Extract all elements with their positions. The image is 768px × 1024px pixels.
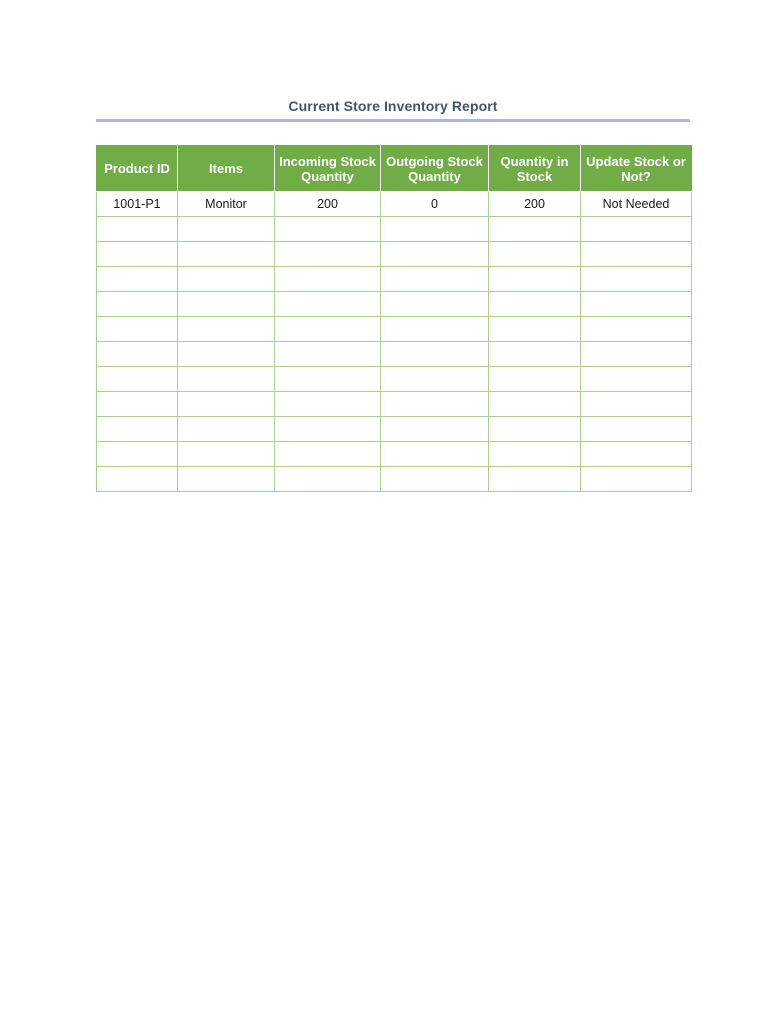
table-row [97, 317, 692, 342]
table-row [97, 442, 692, 467]
cell-incoming-qty: 200 [275, 192, 381, 217]
cell-outgoing-qty [381, 242, 489, 267]
header-product-id: Product ID [97, 146, 178, 192]
cell-incoming-qty [275, 442, 381, 467]
cell-item [178, 267, 275, 292]
cell-product-id: 1001-P1 [97, 192, 178, 217]
inventory-table-body [97, 192, 692, 492]
header-row [97, 146, 692, 192]
cell-outgoing-qty [381, 392, 489, 417]
cell-product-id [97, 342, 178, 367]
cell-outgoing-qty: 0 [381, 192, 489, 217]
cell-product-id [97, 442, 178, 467]
cell-qty-in-stock: 200 [489, 192, 581, 217]
cell-qty-in-stock [489, 242, 581, 267]
cell-item [178, 417, 275, 442]
cell-item [178, 242, 275, 267]
cell-outgoing-qty [381, 317, 489, 342]
cell-product-id [97, 242, 178, 267]
cell-update-status [581, 442, 692, 467]
cell-outgoing-qty [381, 217, 489, 242]
cell-product-id [97, 292, 178, 317]
cell-qty-in-stock [489, 317, 581, 342]
cell-qty-in-stock [489, 467, 581, 492]
cell-product-id [97, 317, 178, 342]
title-underline [96, 119, 690, 122]
table-row [97, 217, 692, 242]
cell-incoming-qty [275, 317, 381, 342]
cell-item [178, 292, 275, 317]
cell-update-status [581, 292, 692, 317]
table-row [97, 342, 692, 367]
cell-item [178, 217, 275, 242]
table-row [97, 367, 692, 392]
cell-product-id [97, 267, 178, 292]
table-row [97, 417, 692, 442]
cell-incoming-qty [275, 217, 381, 242]
cell-qty-in-stock [489, 392, 581, 417]
cell-outgoing-qty [381, 292, 489, 317]
cell-outgoing-qty [381, 417, 489, 442]
table-row [97, 392, 692, 417]
cell-update-status: Not Needed [581, 192, 692, 217]
header-update-stock: Update Stock or Not? [581, 146, 692, 192]
cell-outgoing-qty [381, 467, 489, 492]
header-quantity-in-stock: Quantity in Stock [489, 146, 581, 192]
table-row [97, 292, 692, 317]
cell-product-id [97, 392, 178, 417]
cell-product-id [97, 467, 178, 492]
cell-update-status [581, 467, 692, 492]
cell-qty-in-stock [489, 367, 581, 392]
table-row [97, 267, 692, 292]
cell-item [178, 442, 275, 467]
cell-incoming-qty [275, 342, 381, 367]
cell-update-status [581, 267, 692, 292]
cell-incoming-qty [275, 467, 381, 492]
cell-outgoing-qty [381, 267, 489, 292]
cell-qty-in-stock [489, 417, 581, 442]
cell-update-status [581, 217, 692, 242]
cell-outgoing-qty [381, 442, 489, 467]
inventory-table-header [97, 146, 692, 192]
cell-qty-in-stock [489, 292, 581, 317]
cell-outgoing-qty [381, 342, 489, 367]
cell-item [178, 342, 275, 367]
cell-incoming-qty [275, 267, 381, 292]
table-row [97, 192, 692, 217]
cell-update-status [581, 392, 692, 417]
cell-outgoing-qty [381, 367, 489, 392]
cell-update-status [581, 317, 692, 342]
cell-qty-in-stock [489, 342, 581, 367]
cell-incoming-qty [275, 417, 381, 442]
cell-item: Monitor [178, 192, 275, 217]
cell-qty-in-stock [489, 217, 581, 242]
cell-product-id [97, 217, 178, 242]
cell-update-status [581, 342, 692, 367]
header-outgoing-stock-quantity: Outgoing Stock Quantity [381, 146, 489, 192]
cell-qty-in-stock [489, 267, 581, 292]
cell-incoming-qty [275, 242, 381, 267]
cell-update-status [581, 242, 692, 267]
cell-product-id [97, 367, 178, 392]
header-items: Items [178, 146, 275, 192]
cell-item [178, 367, 275, 392]
cell-update-status [581, 367, 692, 392]
cell-update-status [581, 417, 692, 442]
cell-incoming-qty [275, 292, 381, 317]
header-incoming-stock-quantity: Incoming Stock Quantity [275, 146, 381, 192]
cell-incoming-qty [275, 367, 381, 392]
cell-item [178, 317, 275, 342]
cell-qty-in-stock [489, 442, 581, 467]
cell-incoming-qty [275, 392, 381, 417]
cell-item [178, 392, 275, 417]
report-title: Current Store Inventory Report [288, 98, 498, 114]
cell-item [178, 467, 275, 492]
table-row [97, 467, 692, 492]
cell-product-id [97, 417, 178, 442]
inventory-table [96, 145, 692, 492]
table-row [97, 242, 692, 267]
